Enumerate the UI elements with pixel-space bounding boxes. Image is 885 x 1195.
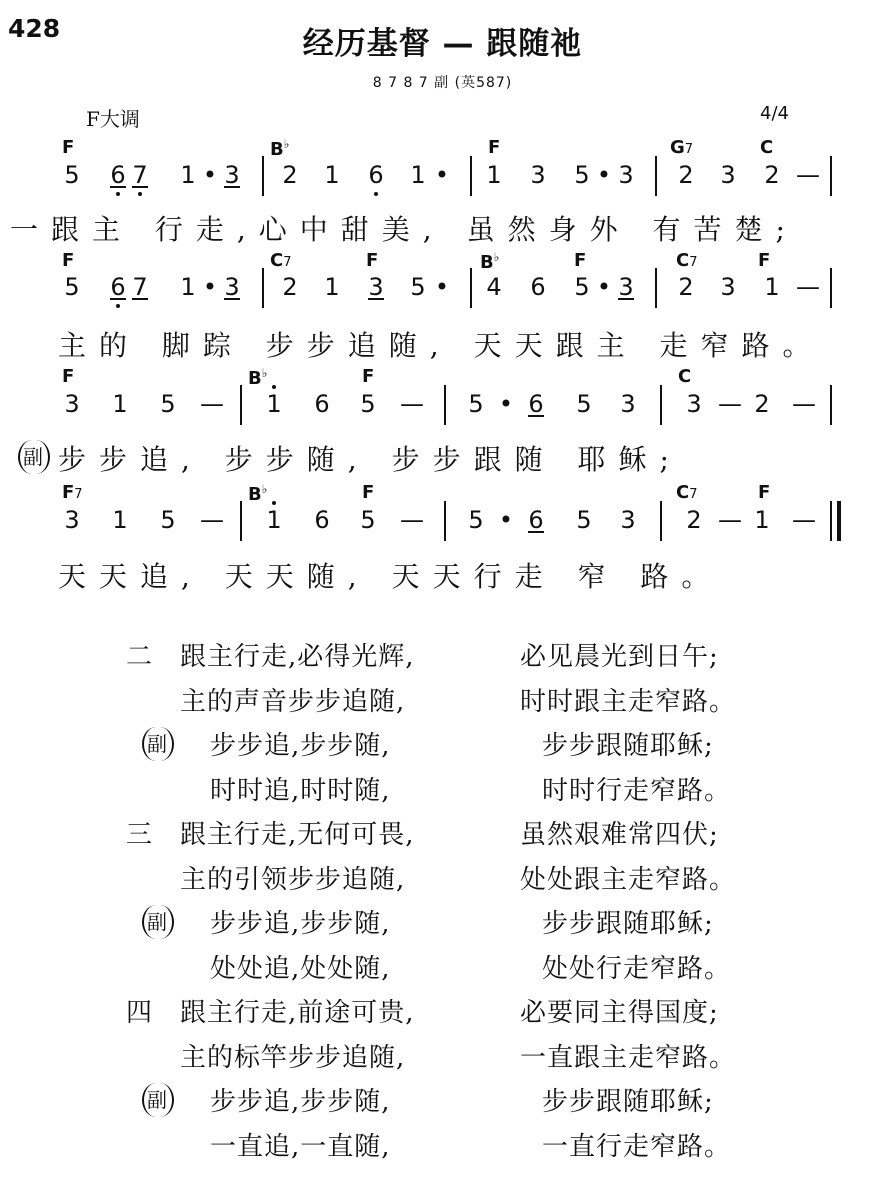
bar-line xyxy=(830,156,832,196)
verse-number: 三 xyxy=(126,820,154,850)
note: 1 xyxy=(112,506,128,534)
chord-symbol: B♭ xyxy=(270,137,290,160)
chord-symbol: C xyxy=(678,366,692,387)
note: 1 xyxy=(264,505,284,535)
chord-symbol: B♭ xyxy=(248,366,268,389)
bar-line xyxy=(655,268,657,308)
hymn-number: 428 xyxy=(8,14,61,43)
lyrics-line: 天天追, 天天随, 天天行走 窄 路。 xyxy=(58,560,723,593)
note: • xyxy=(498,506,514,534)
chord-symbol: F xyxy=(574,250,587,271)
bar-line xyxy=(262,268,264,308)
chord-symbol: F xyxy=(366,250,379,271)
note: 2 xyxy=(678,273,694,301)
verse-line-part-a: 跟主行走,无何可畏, xyxy=(180,820,415,850)
bar-line xyxy=(660,501,662,541)
refrain-marker: 副 xyxy=(22,440,44,474)
verse-line-part-b: 必要同主得国度; xyxy=(520,998,719,1028)
note: 1 xyxy=(410,161,426,189)
note: 2 xyxy=(754,390,770,418)
verse-line-part-a: 一直追,一直随, xyxy=(210,1131,391,1162)
note: 1 xyxy=(324,161,340,189)
note: 3 xyxy=(618,161,634,189)
note: 3 xyxy=(720,273,736,301)
note: 5 xyxy=(574,273,590,301)
verse-line-part-a: 主的声音步步追随, xyxy=(180,686,406,717)
refrain-marker: 副 xyxy=(146,905,168,939)
chord-symbol: F xyxy=(62,250,75,271)
bar-line xyxy=(655,156,657,196)
note: 5 xyxy=(360,390,376,418)
verse-line-part-b: 时时跟主走窄路。 xyxy=(520,686,737,717)
note: — xyxy=(718,506,742,534)
verse-line-part-a: 步步追,步步随, xyxy=(210,909,391,939)
bar-line xyxy=(830,385,832,425)
note: 6 xyxy=(314,506,330,534)
note: — xyxy=(792,506,816,534)
note: 1 xyxy=(264,389,284,419)
verse-number: 二 xyxy=(126,642,154,672)
note: 4 xyxy=(486,273,502,301)
chord-symbol: B♭ xyxy=(480,250,500,273)
note: 3 xyxy=(620,506,636,534)
note: 5 xyxy=(574,161,590,189)
verse-line-part-b: 时时行走窄路。 xyxy=(542,775,732,806)
time-signature: 4/4 xyxy=(760,103,789,124)
note: 1 xyxy=(486,161,502,189)
note: 5 xyxy=(160,390,176,418)
hymn-title: 经历基督 — 跟随祂 xyxy=(302,26,583,62)
note: — xyxy=(796,273,820,301)
note: — xyxy=(200,506,224,534)
note: 6 xyxy=(530,273,546,301)
chord-symbol: F xyxy=(488,137,501,158)
bar-line xyxy=(470,268,472,308)
note: • xyxy=(434,161,450,189)
note: 2 xyxy=(282,161,298,189)
refrain-marker: 副 xyxy=(146,1083,168,1117)
bar-line xyxy=(240,385,242,425)
verse-line-part-a: 主的引领步步追随, xyxy=(180,864,406,895)
bar-line xyxy=(262,156,264,196)
verse-line-part-a: 时时追,时时随, xyxy=(210,775,391,806)
note: 7 xyxy=(130,160,150,190)
verse-line-part-a: 步步追,步步随, xyxy=(210,731,391,761)
chord-symbol: C7 xyxy=(270,250,292,271)
note: 5 xyxy=(64,273,80,301)
note: 1 xyxy=(112,390,128,418)
note: 5 xyxy=(468,390,484,418)
bar-line xyxy=(444,501,446,541)
note: 6 xyxy=(108,160,128,190)
note: 5 xyxy=(576,390,592,418)
lyrics-line: 主的 脚踪 步步追随, 天天跟主 走窄路。 xyxy=(58,329,824,362)
note: 1 xyxy=(764,273,780,301)
note: 2 xyxy=(764,161,780,189)
refrain-marker: 副 xyxy=(146,727,168,761)
verse-line-part-b: 步步跟随耶稣; xyxy=(542,909,714,939)
note: 3 xyxy=(620,390,636,418)
note: 6 xyxy=(314,390,330,418)
note: • xyxy=(596,273,612,301)
note: 5 xyxy=(64,161,80,189)
note: — xyxy=(792,390,816,418)
note: 1 xyxy=(180,273,196,301)
verse-line-part-a: 跟主行走,必得光辉, xyxy=(180,642,415,672)
note: 3 xyxy=(616,272,636,302)
note: • xyxy=(202,273,218,301)
note: • xyxy=(202,161,218,189)
note: 6 xyxy=(526,389,546,419)
meter-label: 8 7 8 7 副 (英587) xyxy=(372,75,513,91)
verse-line-part-b: 步步跟随耶稣; xyxy=(542,1087,714,1117)
verse-line-part-a: 步步追,步步随, xyxy=(210,1087,391,1117)
chord-symbol: C7 xyxy=(676,250,698,271)
note: 1 xyxy=(324,273,340,301)
note: 1 xyxy=(180,161,196,189)
verse-number: 四 xyxy=(126,998,154,1028)
chord-symbol: F xyxy=(62,366,75,387)
note: — xyxy=(718,390,742,418)
chord-symbol: F xyxy=(362,366,375,387)
note: 5 xyxy=(360,506,376,534)
note: 3 xyxy=(720,161,736,189)
verse-line-part-a: 主的标竿步步追随, xyxy=(180,1042,406,1073)
note: 3 xyxy=(530,161,546,189)
key-signature: F大调 xyxy=(86,107,140,131)
bar-line xyxy=(660,385,662,425)
note: — xyxy=(200,390,224,418)
verse-line-part-a: 处处追,处处随, xyxy=(210,953,391,984)
bar-line xyxy=(444,385,446,425)
note: 6 xyxy=(366,160,386,190)
final-bar-line xyxy=(830,501,841,541)
note: 2 xyxy=(678,161,694,189)
note: — xyxy=(400,390,424,418)
verse-line-part-b: 虽然艰难常四伏; xyxy=(520,820,719,850)
verse-line-part-b: 一直行走窄路。 xyxy=(542,1131,732,1162)
verse-line-part-b: 步步跟随耶稣; xyxy=(542,731,714,761)
note: — xyxy=(400,506,424,534)
note: 3 xyxy=(64,506,80,534)
note: 3 xyxy=(366,272,386,302)
note: 5 xyxy=(468,506,484,534)
chord-symbol: F xyxy=(758,482,771,503)
verse-line-part-b: 处处行走窄路。 xyxy=(542,953,732,984)
note: • xyxy=(498,390,514,418)
verse-line-part-b: 一直跟主走窄路。 xyxy=(520,1042,737,1073)
bar-line xyxy=(240,501,242,541)
bar-line xyxy=(830,268,832,308)
note: 2 xyxy=(282,273,298,301)
chord-symbol: F xyxy=(62,137,75,158)
chord-symbol: F7 xyxy=(62,482,83,503)
note: 3 xyxy=(64,390,80,418)
chord-symbol: C7 xyxy=(676,482,698,503)
chord-symbol: F xyxy=(758,250,771,271)
note: 3 xyxy=(222,272,242,302)
chord-symbol: G7 xyxy=(670,137,694,158)
note: 2 xyxy=(686,506,702,534)
chord-symbol: C xyxy=(760,137,774,158)
note: 3 xyxy=(686,390,702,418)
note: 1 xyxy=(754,506,770,534)
bar-line xyxy=(470,156,472,196)
verse-line-part-b: 处处跟主走窄路。 xyxy=(520,864,737,895)
note: • xyxy=(596,161,612,189)
verse-line-part-a: 跟主行走,前途可贵, xyxy=(180,998,415,1028)
verse-line-part-b: 必见晨光到日午; xyxy=(520,642,719,672)
note: 5 xyxy=(160,506,176,534)
note: 5 xyxy=(410,273,426,301)
note: — xyxy=(796,161,820,189)
note: 6 xyxy=(108,272,128,302)
note: 3 xyxy=(222,160,242,190)
chord-symbol: B♭ xyxy=(248,482,268,505)
lyrics-line: 步步追, 步步随, 步步跟随 耶稣; xyxy=(58,443,682,476)
note: 5 xyxy=(576,506,592,534)
lyrics-line: 一跟主 行走,心中甜美, 虽然身外 有苦楚; xyxy=(10,213,798,246)
chord-symbol: F xyxy=(362,482,375,503)
note: • xyxy=(434,273,450,301)
note: 6 xyxy=(526,505,546,535)
note: 7 xyxy=(130,272,150,302)
